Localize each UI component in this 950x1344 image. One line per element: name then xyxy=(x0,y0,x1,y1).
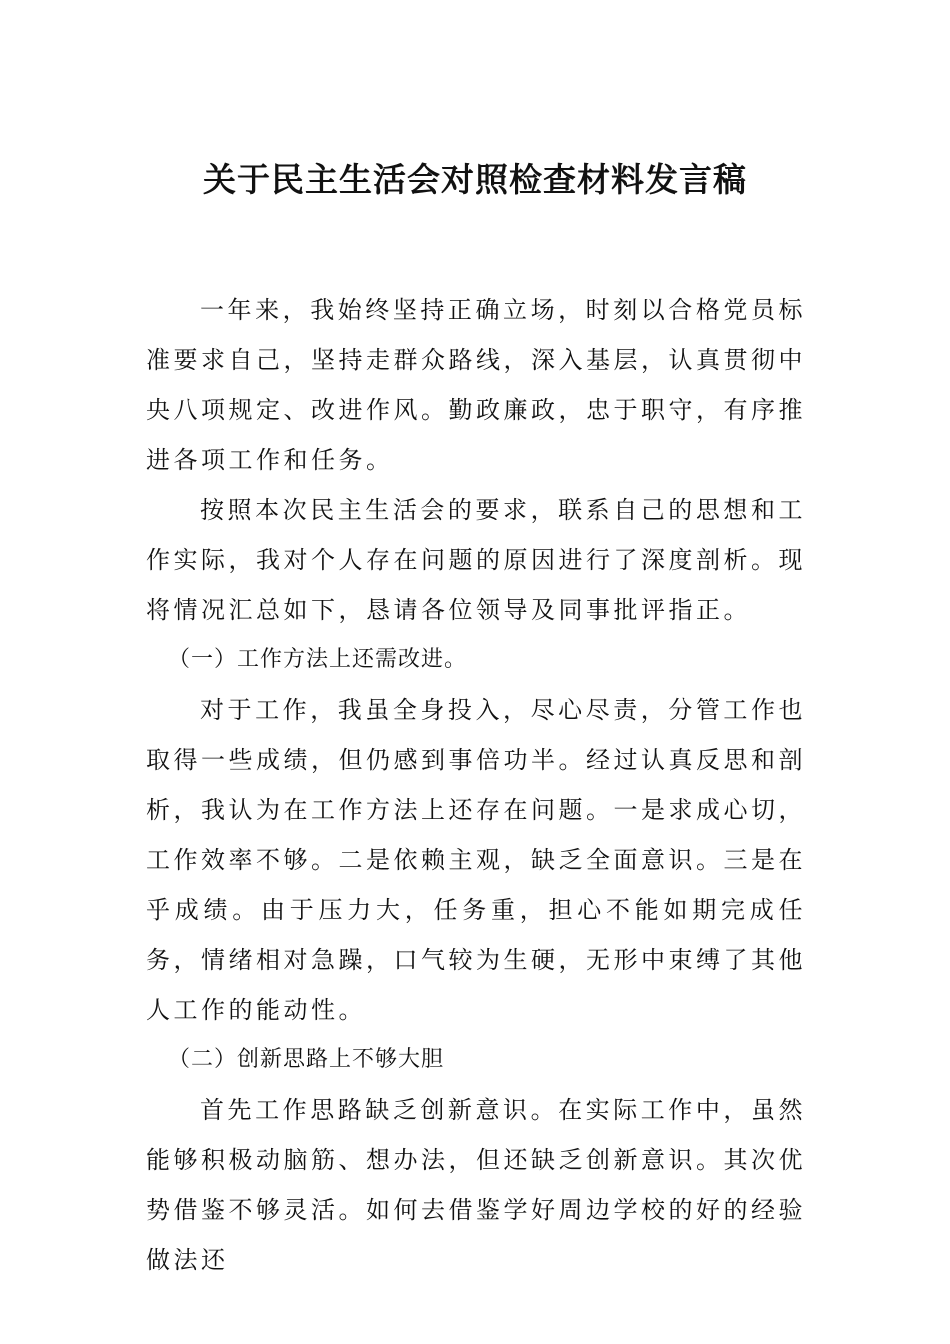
paragraph-intro: 一年来，我始终坚持正确立场，时刻以合格党员标准要求自己，坚持走群众路线，深入基层，认真贯彻中央八项规定、改进作风。勤政廉政，忠于职守，有序推进各项工作和任务。 xyxy=(146,296,806,474)
section-heading-innovation: （二）创新思路上不够大胆 xyxy=(168,1047,445,1072)
section-heading-work-method: （一）工作方法上还需改进。 xyxy=(168,647,468,672)
paragraph-work-method: 对于工作，我虽全身投入，尽心尽责，分管工作也取得一些成绩，但仍感到事倍功半。经过认真反思和剖析，我认为在工作方法上还存在问题。一是求成心切，工作效率不够。二是依赖主观，缺乏全面意识。三是在乎成绩。由于压力大，任务重，担心不能如期完成任务，情绪相对急躁，口气较为生硬，无形中束缚了其他人工作的能动性。 xyxy=(146,696,806,1024)
paragraph-purpose: 按照本次民主生活会的要求，联系自己的思想和工作实际，我对个人存在问题的原因进行了深度剖析。现将情况汇总如下，恳请各位领导及同事批评指正。 xyxy=(146,496,806,624)
paragraph-innovation: 首先工作思路缺乏创新意识。在实际工作中，虽然能够积极动脑筋、想办法，但还缺乏创新意识。其次优势借鉴不够灵活。如何去借鉴学好周边学校的好的经验做法还 xyxy=(146,1096,806,1274)
document-body xyxy=(146,285,806,1285)
document-title: 关于民主生活会对照检查材料发言稿 xyxy=(203,160,747,199)
